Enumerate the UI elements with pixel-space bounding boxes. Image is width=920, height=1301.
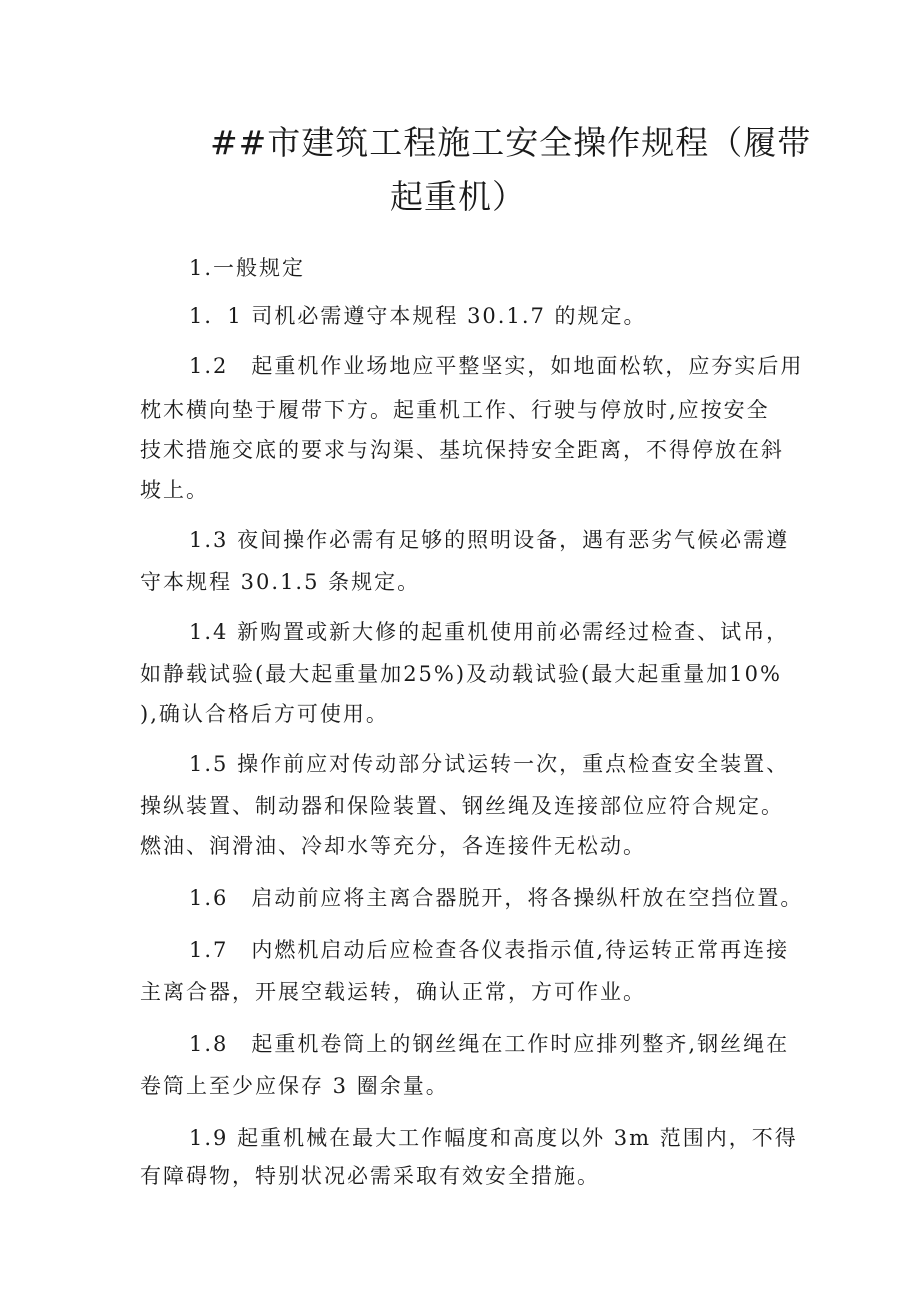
clause-1-9-line-2: 有障碍物，特别状况必需采取有效安全措施。 <box>140 1164 600 1188</box>
clause-1-5-line-2: 操纵装置、制动器和保险装置、钢丝绳及连接部位应符合规定。 <box>140 794 784 818</box>
clause-1-2-line-1: 1.2 起重机作业场地应平整坚实，如地面松软，应夯实后用 <box>189 354 804 378</box>
clause-1-9-line-1: 1.9 起重机械在最大工作幅度和高度以外 3m 范围内，不得 <box>189 1126 798 1150</box>
document-title-line-1: ##市建筑工程施工安全操作规程（履带 <box>210 123 812 162</box>
clause-1-1-line-1: 1．1 司机必需遵守本规程 30.1.7 的规定。 <box>189 304 647 328</box>
clause-1-7-line-1: 1.7 内燃机启动后应检查各仪表指示值,待运转正常再连接 <box>189 938 790 962</box>
clause-1-2-line-4: 坡上。 <box>140 478 209 502</box>
clause-1-6-line-1: 1.6 启动前应将主离合器脱开，将各操纵杆放在空挡位置。 <box>189 886 804 910</box>
clause-1-4-line-2: 如静载试验(最大起重量加25%)及动载试验(最大起重量加10% <box>140 662 782 686</box>
clause-1-4-line-3: ),确认合格后方可使用。 <box>140 702 389 726</box>
clause-1-3-line-1: 1.3 夜间操作必需有足够的照明设备，遇有恶劣气候必需遵 <box>189 528 790 552</box>
clause-1-5-line-3: 燃油、润滑油、冷却水等充分，各连接件无松动。 <box>140 834 646 858</box>
section-heading: 1.一般规定 <box>189 256 306 280</box>
document-title-line-2: 起重机） <box>390 177 526 216</box>
clause-1-8-line-2: 卷筒上至少应保存 3 圈余量。 <box>140 1074 449 1098</box>
clause-1-4-line-1: 1.4 新购置或新大修的起重机使用前必需经过检查、试吊， <box>189 620 790 644</box>
clause-1-8-line-1: 1.8 起重机卷筒上的钢丝绳在工作时应排列整齐,钢丝绳在 <box>189 1032 790 1056</box>
clause-1-7-line-2: 主离合器，开展空载运转，确认正常，方可作业。 <box>140 980 646 1004</box>
clause-1-3-line-2: 守本规程 30.1.5 条规定。 <box>140 570 421 594</box>
clause-1-5-line-1: 1.5 操作前应对传动部分试运转一次，重点检查安全装置、 <box>189 752 790 776</box>
clause-1-2-line-2: 枕木横向垫于履带下方。起重机工作、行驶与停放时,应按安全 <box>140 398 770 422</box>
clause-1-2-line-3: 技术措施交底的要求与沟渠、基坑保持安全距离，不得停放在斜 <box>140 438 784 462</box>
